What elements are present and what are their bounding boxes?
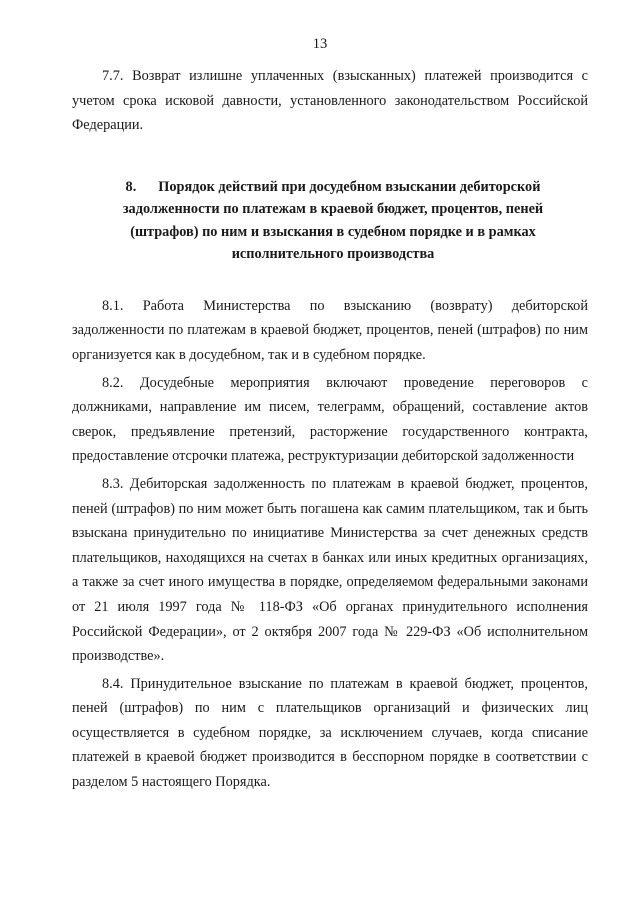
section-8-title: Порядок действий при досудебном взыскании дебиторской задолженности по платежам в краевой бюджет, процентов, пеней (штрафов) по ним и взыскания в судебном порядке и в рамках исполнительного производства [122,178,544,263]
section-8-heading [72,176,588,266]
paragraph-8-3: 8.3. Дебиторская задолженность по платежам в краевой бюджет, процентов, пеней (штрафов) по ним может быть погашена как самим плательщиком, так и быть взыскана принудительно по инициативе Министерства за счет денежных средств плательщиков, находящихся на счетах в банках или иных кредитных организациях, а также за счет иного имущества в порядке, определяемом федеральными законами от 21 июля 1997 года № 118-ФЗ «Об органах принудительного исполнения Российской Федерации», от 2 октября 2007 года № 229-ФЗ «Об исполнительном производстве». [72,475,588,665]
paragraph-8-4: 8.4. Принудительное взыскание по платежам в краевой бюджет, процентов, пеней (штрафов) по ним с плательщиков организаций и физических лиц осуществляется в судебном порядке, за исключением случаев, когда списание платежей в краевой бюджет производится в бесспорном порядке в соответствии с разделом 5 настоящего Порядка. [72,675,588,791]
paragraph-7-7: 7.7. Возврат излишне уплаченных (взысканных) платежей производится с учетом срока исковой давности, установленного законодательством Российской Федерации. [72,68,588,134]
paragraph-8-1: 8.1. Работа Министерства по взысканию (возврату) дебиторской задолженности по платежам в краевой бюджет, процентов, пеней (штрафов) по ним организуется как в досудебном, так и в судебном порядке. [72,297,588,363]
document-body [72,64,588,795]
page-number: 13 [312,36,328,52]
paragraph-8-2: 8.2. Досудебные мероприятия включают проведение переговоров с должниками, направление им писем, телеграмм, обращений, составление актов сверок, предъявление претензий, расторжение государственного контракта, предоставление отсрочки платежа, реструктуризации дебиторской задолженности [72,374,588,465]
section-8-number: 8. [125,178,137,195]
